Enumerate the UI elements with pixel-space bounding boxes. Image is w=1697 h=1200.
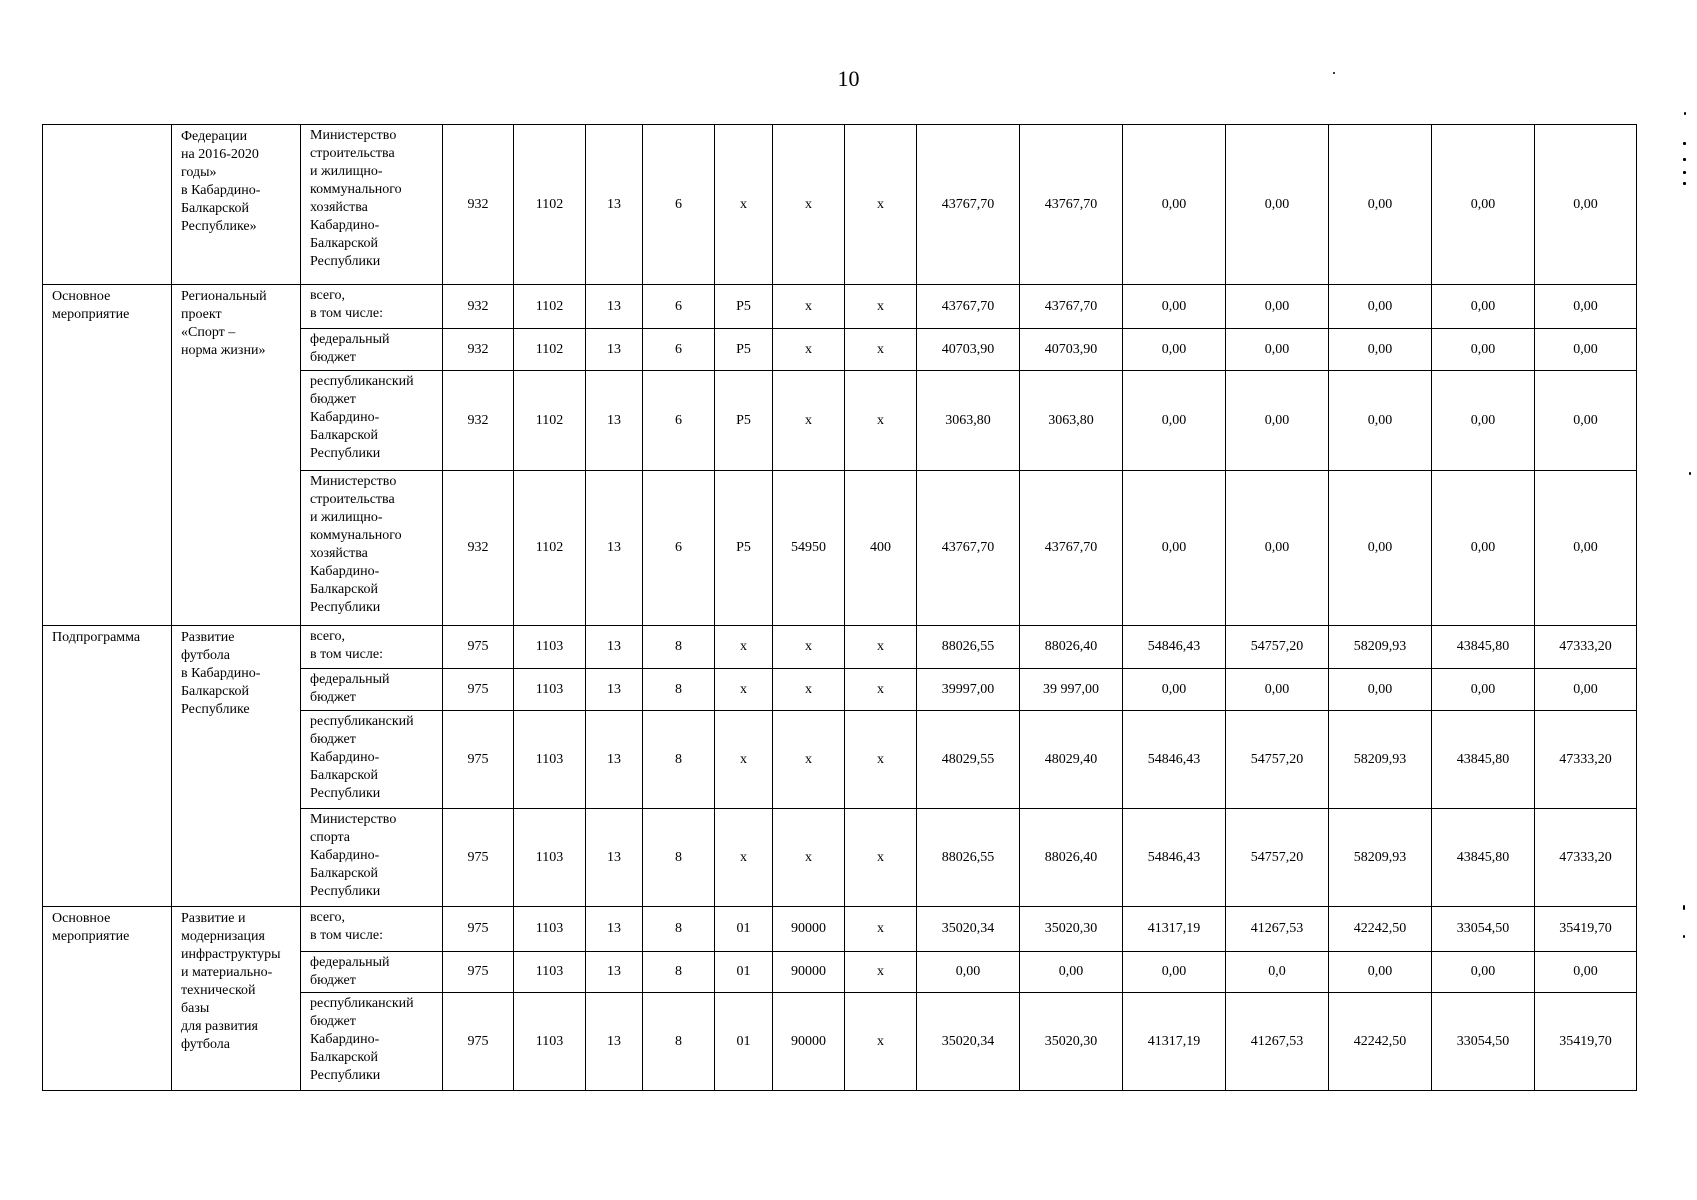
value-cell: 8	[643, 669, 715, 711]
funding-source-cell: республиканский бюджет Кабардино- Балкарской Республики	[301, 993, 443, 1091]
value-cell: 1102	[514, 329, 586, 371]
value-cell: 932	[443, 371, 514, 471]
value-cell: 13	[586, 669, 643, 711]
value-cell: 8	[643, 907, 715, 952]
scan-speck	[1683, 142, 1686, 145]
value-cell: 01	[715, 952, 773, 993]
value-cell: 43845,80	[1432, 626, 1535, 669]
value-cell: 39 997,00	[1020, 669, 1123, 711]
value-cell: 400	[845, 471, 917, 626]
funding-source-cell: федеральный бюджет	[301, 669, 443, 711]
value-cell: х	[715, 711, 773, 809]
value-cell: 58209,93	[1329, 626, 1432, 669]
value-cell: 0,00	[1123, 952, 1226, 993]
value-cell: 0,00	[1329, 371, 1432, 471]
value-cell: 975	[443, 669, 514, 711]
value-cell: х	[715, 125, 773, 285]
value-cell: 0,00	[1535, 125, 1637, 285]
value-cell: 8	[643, 993, 715, 1091]
program-name-cell: Федерации на 2016-2020 годы» в Кабардино- Балкарской Республике»	[172, 125, 301, 285]
value-cell: 0,00	[1329, 329, 1432, 371]
value-cell: х	[773, 669, 845, 711]
value-cell: 1102	[514, 125, 586, 285]
funding-source-cell: Министерство строительства и жилищно- коммунального хозяйства Кабардино- Балкарской Республики	[301, 125, 443, 285]
value-cell: х	[773, 626, 845, 669]
value-cell: 47333,20	[1535, 711, 1637, 809]
value-cell: 42242,50	[1329, 907, 1432, 952]
value-cell: 0,00	[1123, 125, 1226, 285]
scan-speck	[1333, 72, 1335, 74]
value-cell: 1102	[514, 471, 586, 626]
value-cell: 3063,80	[1020, 371, 1123, 471]
value-cell: 43767,70	[917, 471, 1020, 626]
value-cell: 88026,55	[917, 809, 1020, 907]
value-cell: 975	[443, 711, 514, 809]
value-cell: 35020,30	[1020, 907, 1123, 952]
value-cell: 88026,55	[917, 626, 1020, 669]
value-cell: 90000	[773, 952, 845, 993]
value-cell: 40703,90	[1020, 329, 1123, 371]
value-cell: 88026,40	[1020, 809, 1123, 907]
value-cell: 48029,40	[1020, 711, 1123, 809]
value-cell: х	[845, 626, 917, 669]
value-cell: 1103	[514, 669, 586, 711]
value-cell: 40703,90	[917, 329, 1020, 371]
value-cell: 41317,19	[1123, 993, 1226, 1091]
value-cell: 35419,70	[1535, 907, 1637, 952]
funding-source-cell: республиканский бюджет Кабардино- Балкарской Республики	[301, 371, 443, 471]
value-cell: 47333,20	[1535, 809, 1637, 907]
funding-source-cell: всего, в том числе:	[301, 626, 443, 669]
scan-speck	[1683, 905, 1685, 910]
value-cell: 39997,00	[917, 669, 1020, 711]
value-cell: 43767,70	[1020, 125, 1123, 285]
value-cell: 13	[586, 952, 643, 993]
value-cell: 54846,43	[1123, 809, 1226, 907]
value-cell: 43767,70	[1020, 471, 1123, 626]
budget-table	[42, 124, 1637, 1091]
value-cell: 6	[643, 329, 715, 371]
value-cell: 1103	[514, 907, 586, 952]
page-number: 10	[837, 66, 860, 91]
value-cell: 58209,93	[1329, 809, 1432, 907]
value-cell: 932	[443, 285, 514, 329]
value-cell: 35020,30	[1020, 993, 1123, 1091]
value-cell: 13	[586, 907, 643, 952]
value-cell: 6	[643, 125, 715, 285]
value-cell: х	[715, 626, 773, 669]
funding-source-cell: Министерство спорта Кабардино- Балкарской Республики	[301, 809, 443, 907]
value-cell: х	[845, 285, 917, 329]
value-cell: 41317,19	[1123, 907, 1226, 952]
value-cell: 0,00	[1329, 669, 1432, 711]
value-cell: х	[845, 711, 917, 809]
value-cell: 3063,80	[917, 371, 1020, 471]
value-cell: 0,00	[1432, 329, 1535, 371]
value-cell: 0,00	[1123, 371, 1226, 471]
scan-speck	[1683, 158, 1686, 161]
value-cell: 58209,93	[1329, 711, 1432, 809]
value-cell: х	[845, 669, 917, 711]
value-cell: 6	[643, 285, 715, 329]
value-cell: 932	[443, 329, 514, 371]
value-cell: х	[845, 907, 917, 952]
value-cell: 1102	[514, 371, 586, 471]
value-cell: 90000	[773, 993, 845, 1091]
value-cell: 1103	[514, 626, 586, 669]
value-cell: 1103	[514, 993, 586, 1091]
value-cell: 41267,53	[1226, 993, 1329, 1091]
value-cell: 90000	[773, 907, 845, 952]
value-cell: 13	[586, 125, 643, 285]
scan-speck	[1689, 472, 1691, 475]
value-cell: 0,00	[1535, 471, 1637, 626]
value-cell: 42242,50	[1329, 993, 1432, 1091]
value-cell: 13	[586, 809, 643, 907]
value-cell: 47333,20	[1535, 626, 1637, 669]
value-cell: 88026,40	[1020, 626, 1123, 669]
value-cell: 43767,70	[1020, 285, 1123, 329]
table-row	[43, 125, 1637, 285]
value-cell: 0,00	[1432, 471, 1535, 626]
value-cell: 54950	[773, 471, 845, 626]
value-cell: х	[845, 125, 917, 285]
value-cell: 43845,80	[1432, 809, 1535, 907]
status-cell: Основное мероприятие	[43, 907, 172, 1091]
value-cell: 0,00	[1432, 669, 1535, 711]
value-cell: х	[845, 371, 917, 471]
value-cell: х	[715, 669, 773, 711]
value-cell: 13	[586, 285, 643, 329]
value-cell: х	[845, 809, 917, 907]
value-cell: 0,00	[1432, 371, 1535, 471]
value-cell: 0,00	[1020, 952, 1123, 993]
value-cell: 0,00	[1123, 471, 1226, 626]
value-cell: Р5	[715, 371, 773, 471]
value-cell: 48029,55	[917, 711, 1020, 809]
value-cell: 0,00	[1535, 952, 1637, 993]
value-cell: 0,00	[917, 952, 1020, 993]
program-name-cell: Развитие и модернизация инфраструктуры и материально- технической базы для развития футбола	[172, 907, 301, 1091]
budget-table-body	[43, 125, 1637, 1091]
funding-source-cell: Министерство строительства и жилищно- коммунального хозяйства Кабардино- Балкарской Республики	[301, 471, 443, 626]
program-name-cell: Развитие футбола в Кабардино- Балкарской Республике	[172, 626, 301, 907]
scan-speck	[1683, 935, 1685, 938]
value-cell: 8	[643, 809, 715, 907]
value-cell: 8	[643, 711, 715, 809]
funding-source-cell: федеральный бюджет	[301, 952, 443, 993]
value-cell: х	[845, 329, 917, 371]
value-cell: 0,00	[1432, 285, 1535, 329]
value-cell: 932	[443, 471, 514, 626]
value-cell: х	[773, 711, 845, 809]
value-cell: х	[773, 329, 845, 371]
value-cell: 0,00	[1535, 669, 1637, 711]
value-cell: Р5	[715, 285, 773, 329]
value-cell: 13	[586, 329, 643, 371]
table-row	[43, 907, 1637, 952]
value-cell: 01	[715, 993, 773, 1091]
value-cell: 35020,34	[917, 993, 1020, 1091]
value-cell: 1102	[514, 285, 586, 329]
value-cell: х	[773, 809, 845, 907]
value-cell: 0,00	[1226, 669, 1329, 711]
value-cell: 54846,43	[1123, 626, 1226, 669]
value-cell: 975	[443, 993, 514, 1091]
value-cell: 0,00	[1123, 285, 1226, 329]
value-cell: 1103	[514, 711, 586, 809]
scan-speck	[1683, 182, 1686, 185]
value-cell: х	[773, 371, 845, 471]
value-cell: х	[715, 809, 773, 907]
value-cell: 0,00	[1329, 471, 1432, 626]
status-cell	[43, 125, 172, 285]
value-cell: 13	[586, 471, 643, 626]
value-cell: 8	[643, 952, 715, 993]
value-cell: 975	[443, 809, 514, 907]
value-cell: 0,00	[1226, 125, 1329, 285]
value-cell: 932	[443, 125, 514, 285]
value-cell: 0,00	[1123, 669, 1226, 711]
value-cell: 43767,70	[917, 285, 1020, 329]
value-cell: 43767,70	[917, 125, 1020, 285]
scan-speck	[1684, 112, 1686, 115]
value-cell: 54757,20	[1226, 711, 1329, 809]
value-cell: 8	[643, 626, 715, 669]
value-cell: 1103	[514, 809, 586, 907]
value-cell: 54757,20	[1226, 626, 1329, 669]
value-cell: 0,00	[1123, 329, 1226, 371]
value-cell: 43845,80	[1432, 711, 1535, 809]
value-cell: 6	[643, 371, 715, 471]
value-cell: 6	[643, 471, 715, 626]
value-cell: 0,00	[1226, 285, 1329, 329]
value-cell: 1103	[514, 952, 586, 993]
value-cell: 33054,50	[1432, 907, 1535, 952]
value-cell: 41267,53	[1226, 907, 1329, 952]
value-cell: х	[773, 125, 845, 285]
value-cell: 13	[586, 626, 643, 669]
value-cell: 975	[443, 952, 514, 993]
funding-source-cell: федеральный бюджет	[301, 329, 443, 371]
scan-speck	[1683, 171, 1686, 174]
status-cell: Основное мероприятие	[43, 285, 172, 626]
value-cell: 33054,50	[1432, 993, 1535, 1091]
value-cell: 0,00	[1535, 329, 1637, 371]
value-cell: х	[773, 285, 845, 329]
value-cell: 0,00	[1226, 371, 1329, 471]
value-cell: 54846,43	[1123, 711, 1226, 809]
value-cell: Р5	[715, 471, 773, 626]
table-row	[43, 285, 1637, 329]
value-cell: 0,00	[1329, 125, 1432, 285]
value-cell: 0,00	[1226, 329, 1329, 371]
value-cell: 54757,20	[1226, 809, 1329, 907]
value-cell: 0,00	[1535, 371, 1637, 471]
program-name-cell: Региональный проект «Спорт – норма жизни»	[172, 285, 301, 626]
status-cell: Подпрограмма	[43, 626, 172, 907]
value-cell: 0,0	[1226, 952, 1329, 993]
value-cell: 0,00	[1329, 285, 1432, 329]
value-cell: 01	[715, 907, 773, 952]
value-cell: х	[845, 952, 917, 993]
funding-source-cell: всего, в том числе:	[301, 907, 443, 952]
value-cell: 975	[443, 626, 514, 669]
value-cell: 0,00	[1432, 952, 1535, 993]
value-cell: 0,00	[1535, 285, 1637, 329]
value-cell: 35020,34	[917, 907, 1020, 952]
value-cell: 13	[586, 371, 643, 471]
value-cell: 975	[443, 907, 514, 952]
value-cell: 13	[586, 711, 643, 809]
value-cell: 0,00	[1329, 952, 1432, 993]
funding-source-cell: республиканский бюджет Кабардино- Балкарской Республики	[301, 711, 443, 809]
value-cell: 13	[586, 993, 643, 1091]
table-row	[43, 626, 1637, 669]
value-cell: 0,00	[1226, 471, 1329, 626]
value-cell: х	[845, 993, 917, 1091]
value-cell: 35419,70	[1535, 993, 1637, 1091]
value-cell: 0,00	[1432, 125, 1535, 285]
value-cell: Р5	[715, 329, 773, 371]
funding-source-cell: всего, в том числе:	[301, 285, 443, 329]
